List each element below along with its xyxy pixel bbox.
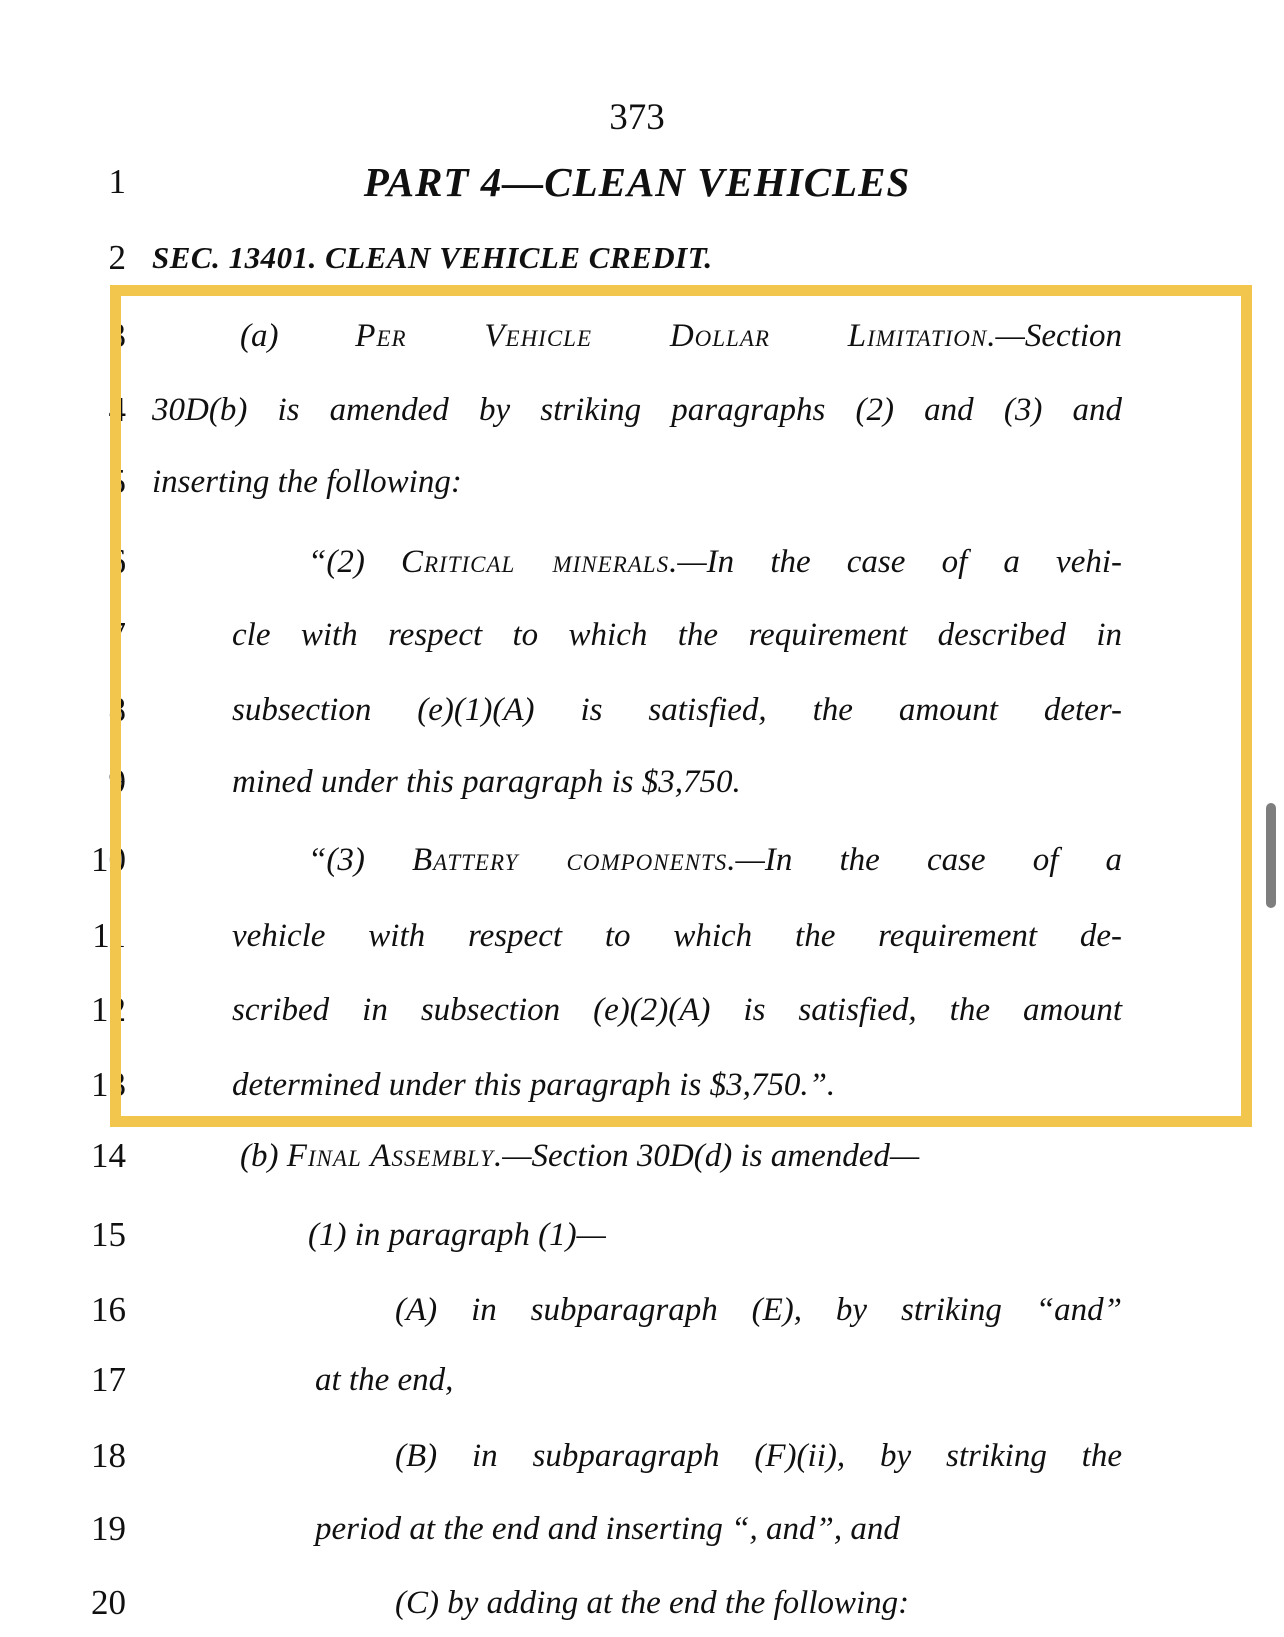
line-text <box>395 1579 909 1627</box>
body-text: “(2) <box>308 544 401 580</box>
body-text: (C) by adding at the end the following: <box>395 1585 910 1621</box>
line-number: 4 <box>108 390 126 429</box>
small-caps-text: Final Assembly <box>286 1138 494 1174</box>
section-heading: SEC. 13401. CLEAN VEHICLE CREDIT. <box>152 240 713 275</box>
line-number: 12 <box>91 990 126 1029</box>
body-text: .—Section <box>987 318 1122 354</box>
line-number: 7 <box>108 615 126 654</box>
line-number: 20 <box>91 1583 126 1622</box>
part-heading: PART 4—CLEAN VEHICLES <box>363 159 911 205</box>
body-text: scribed in subsection (e)(2)(A) is satisfied, the amount <box>232 992 1122 1028</box>
body-text: 30D(b) is amended by striking paragraphs (2) and (3) and <box>152 392 1122 428</box>
body-text: (b) <box>240 1138 287 1174</box>
line-number: 6 <box>108 542 126 581</box>
line-text <box>240 1132 919 1180</box>
body-text: mined under this paragraph is $3,750. <box>232 764 741 800</box>
line-number: 14 <box>91 1136 126 1175</box>
line-number: 3 <box>108 316 126 355</box>
body-text: at the end, <box>315 1362 454 1398</box>
small-caps-text: Battery components <box>411 842 728 878</box>
small-caps-text: Per Vehicle Dollar Limitation <box>355 318 988 354</box>
body-text: (a) <box>240 318 356 354</box>
line-number: 1 <box>108 162 126 201</box>
body-text: (1) in paragraph (1)— <box>308 1217 606 1253</box>
small-caps-text: Critical minerals <box>400 544 670 580</box>
line-number: 8 <box>108 690 126 729</box>
line-text <box>395 1286 1122 1334</box>
body-text: .—In the case of a vehi- <box>669 544 1122 580</box>
body-text: subsection (e)(1)(A) is satisfied, the amount deter- <box>232 692 1122 728</box>
body-text: cle with respect to which the requirement described in <box>232 617 1122 653</box>
body-text: .—Section 30D(d) is amended— <box>493 1138 920 1174</box>
body-text: (B) in subparagraph (F)(ii), by striking the <box>395 1438 1122 1474</box>
line-number: 16 <box>91 1290 126 1329</box>
line-number: 18 <box>91 1436 126 1475</box>
body-text: vehicle with respect to which the requirement de- <box>232 918 1122 954</box>
line-number: 5 <box>108 462 126 501</box>
line-number: 11 <box>92 916 126 955</box>
line-number: 13 <box>91 1065 126 1104</box>
line-text <box>315 1505 900 1553</box>
body-text: inserting the following: <box>152 464 462 500</box>
page-number: 373 <box>609 97 665 138</box>
line-number: 2 <box>108 238 126 277</box>
line-number: 10 <box>91 840 126 879</box>
line-text <box>308 1211 606 1259</box>
line-number: 15 <box>91 1215 126 1254</box>
body-text: determined under this paragraph is $3,750.”. <box>232 1067 836 1103</box>
line-number: 9 <box>108 762 126 801</box>
body-text: period at the end and inserting “, and”, and <box>315 1511 900 1547</box>
line-number: 17 <box>91 1360 126 1399</box>
body-text: .—In the case of a <box>727 842 1122 878</box>
line-number: 19 <box>91 1509 126 1548</box>
scrollbar-thumb[interactable] <box>1266 803 1276 908</box>
body-text: “(3) <box>308 842 412 878</box>
highlight-box <box>110 285 1252 1127</box>
line-text <box>395 1432 1122 1480</box>
line-text <box>315 1356 453 1404</box>
body-text: (A) in subparagraph (E), by striking “and” <box>395 1292 1122 1328</box>
